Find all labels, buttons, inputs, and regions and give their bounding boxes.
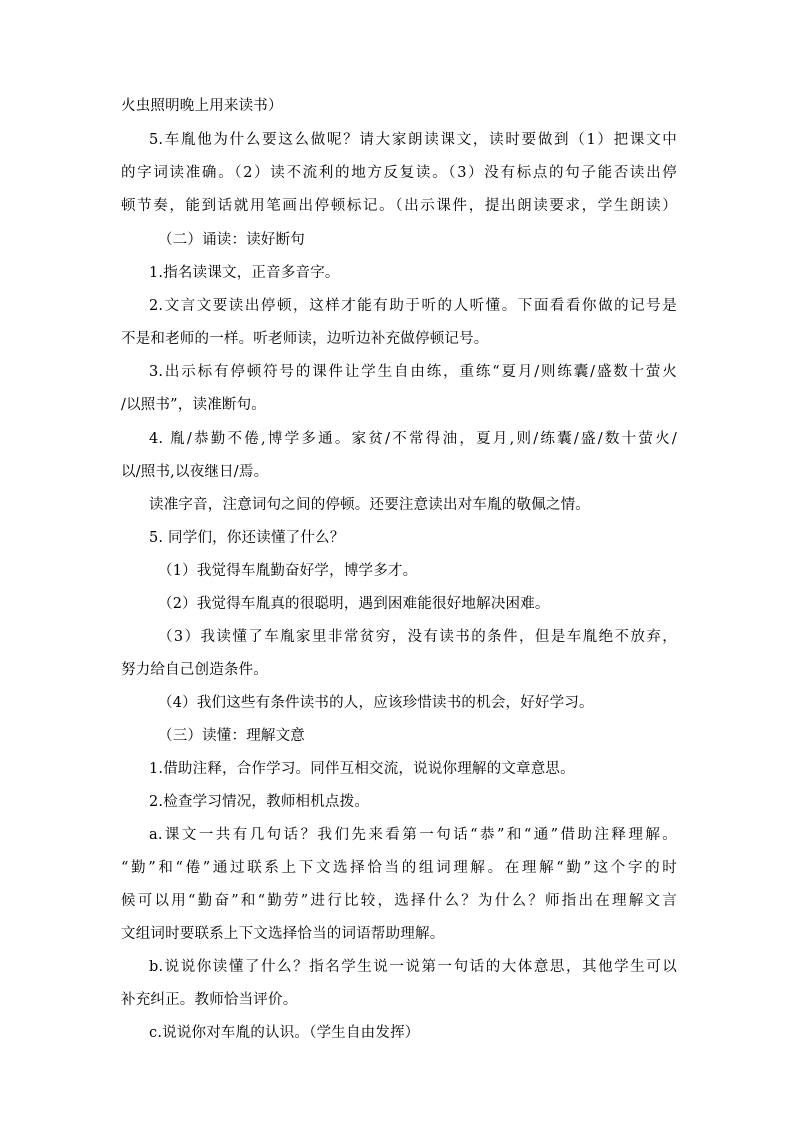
paragraph-line: 3.出示标有停顿符号的课件让学生自由练，重练“夏月/则练囊/盛数十萤火 (149, 364, 677, 380)
paragraph-line: 顿节奏，能到话就用笔画出停顿标记。（出示课件，提出朗读要求，学生朗读） (121, 198, 677, 214)
paragraph-line: “勤”和“倦”通过联系上下文选择恰当的组词理解。在理解“勤”这个字的时 (121, 860, 677, 876)
paragraph-line: b.说说你读懂了什么？指名学生说一说第一句话的大体意思，其他学生可以 (149, 959, 677, 975)
paragraph-line: （1）我觉得车胤勤奋好学，博学多才。 (158, 563, 418, 579)
paragraph-line: 的字词读准确。（2）读不流利的地方反复读。（3）没有标点的句子能否读出停 (121, 165, 677, 181)
paragraph-line: 2.检查学习情况，教师相机点拨。 (149, 794, 370, 810)
paragraph-line: 2.文言文要读出停顿，这样才能有助于听的人听懂。下面看看你做的记号是 (149, 298, 677, 314)
paragraph-line: a.课文一共有几句话？我们先来看第一句话“恭”和“通”借助注释理解。 (149, 827, 677, 843)
paragraph-line: 1.指名读课文，正音多音字。 (149, 265, 340, 281)
paragraph-line: 努力给自己创造条件。 (121, 662, 268, 678)
paragraph-line: /以照书”，读准断句。 (121, 397, 266, 413)
paragraph-line: 5. 同学们，你还读懂了什么？ (149, 530, 345, 546)
paragraph-line: （3）我读懂了车胤家里非常贫穷，没有读书的条件，但是车胤绝不放弃， (158, 629, 677, 645)
paragraph-line: （2）我觉得车胤真的很聪明，遇到困难能很好地解决困难。 (158, 596, 550, 612)
paragraph-line: c.说说你对车胤的认识。（学生自由发挥） (149, 1025, 420, 1041)
paragraph-line: 火虫照明晚上用来读书） (121, 98, 283, 114)
paragraph-line: 4. 胤/恭勤不倦,博学多通。家贫/不常得油，夏月,则/练囊/盛/数十萤火/ (149, 431, 677, 447)
paragraph-line: 5.车胤他为什么要这么做呢？请大家朗读课文，读时要做到（1）把课文中 (149, 132, 677, 148)
section-heading: （二）诵读：读好断句 (158, 232, 305, 248)
paragraph-line: 不是和老师的一样。听老师读，边听边补充做停顿记号。 (121, 331, 489, 347)
paragraph-line: 1.借助注释，合作学习。同伴互相交流，说说你理解的文章意思。 (149, 761, 575, 777)
paragraph-line: （4）我们这些有条件读书的人，应该珍惜读书的机会，好好学习。 (158, 695, 594, 711)
paragraph-line: 以/照书,以夜继日/焉。 (121, 464, 269, 480)
section-heading: （三）读懂：理解文意 (158, 728, 305, 744)
paragraph-line: 文组词时要联系上下文选择恰当的词语帮助理解。 (121, 926, 445, 942)
paragraph-line: 读准字音，注意词句之间的停顿。还要注意读出对车胤的敬佩之情。 (149, 497, 590, 513)
paragraph-line: 候可以用“勤奋”和“勤劳”进行比较，选择什么？为什么？师指出在理解文言 (121, 893, 677, 909)
paragraph-line: 补充纠正。教师恰当评价。 (121, 992, 298, 1008)
